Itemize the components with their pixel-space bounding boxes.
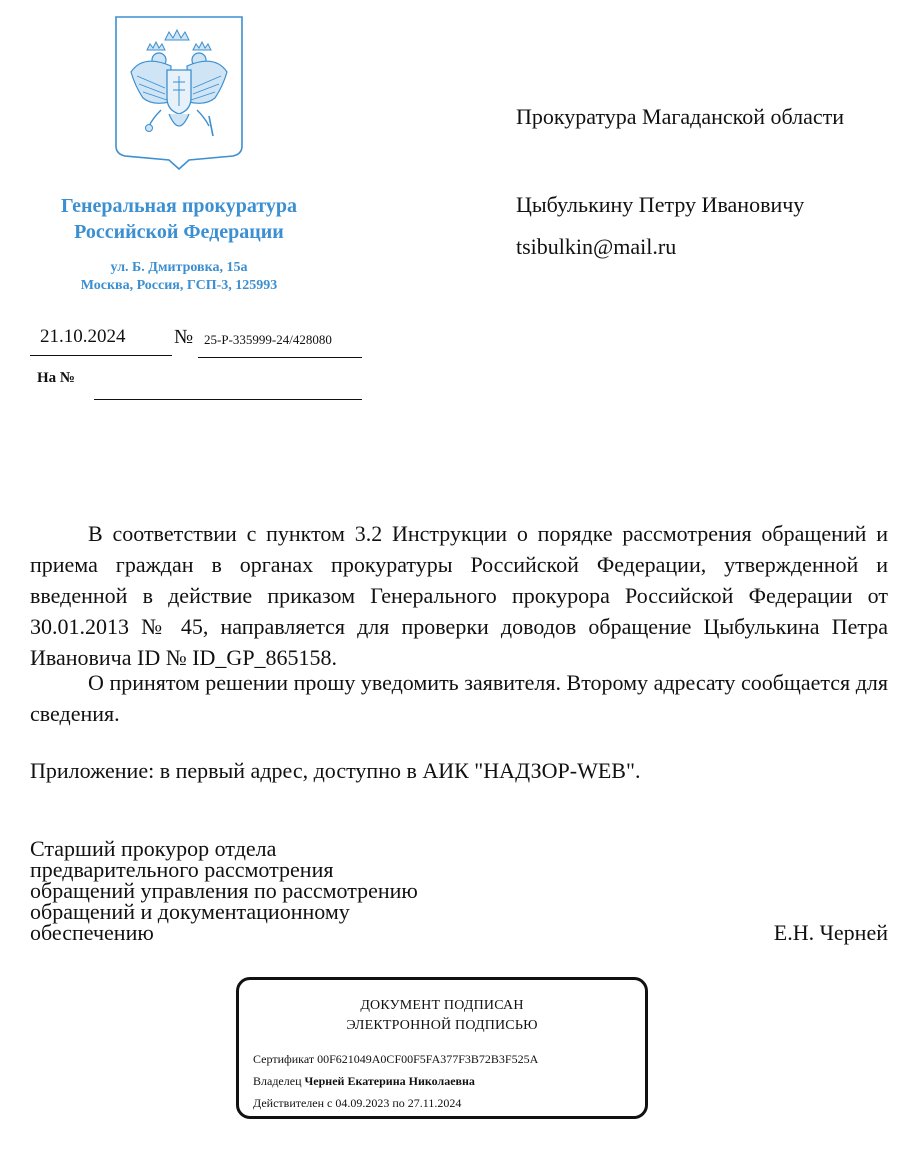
recipient-office: Прокуратура Магаданской области: [516, 104, 845, 129]
signer-name: Е.Н. Черней: [773, 920, 888, 945]
org-name-line2: Российской Федерации: [74, 221, 284, 243]
stamp-certificate-label: Сертификат: [253, 1052, 315, 1066]
stamp-validity: [253, 1096, 461, 1111]
recipient-email: tsibulkin@mail.ru: [516, 234, 677, 259]
org-address-line1: ул. Б. Дмитровка, 15а: [110, 260, 248, 275]
stamp-valid-to-label: по: [392, 1096, 405, 1110]
document-date: 21.10.2024: [30, 326, 172, 356]
org-name: [20, 193, 338, 245]
coat-of-arms-icon: [113, 14, 245, 170]
reply-to-field: [94, 380, 362, 400]
stamp-header-line2: ЭЛЕКТРОННОЙ ПОДПИСЬЮ: [346, 1018, 538, 1033]
org-address-line2: Москва, Россия, ГСП-3, 125993: [80, 278, 278, 293]
number-sign: №: [174, 326, 194, 348]
org-name-line1: Генеральная прокуратура: [60, 195, 298, 217]
reply-to-label: На №: [37, 370, 75, 386]
body-paragraph-1: В соответствии с пунктом 3.2 Инструкции о порядке рассмотрения обращений и приема граждан в органах прокуратуры Российской Федерации, утвержденной и введенной в действие приказом Генерального прокурора Российской Федерации от 30.01.2013 № 45, направляется для проверки доводов обращение Цыбулькина Петра Ивановича ID № ID_GP_865158.: [30, 521, 888, 670]
signer-position-line3: обращений управления по рассмотрению: [30, 878, 418, 903]
stamp-owner: [253, 1074, 475, 1089]
attachment-note: Приложение: в первый адрес, доступно в АИК "НАДЗОР-WEB".: [30, 758, 641, 783]
stamp-certificate: [253, 1052, 538, 1067]
recipient-person: Цыбулькину Петру Ивановичу: [516, 192, 805, 217]
body-paragraph-2: О принятом решении прошу уведомить заявителя. Второму адресату сообщается для сведения.: [30, 670, 888, 726]
stamp-valid-from: 04.09.2023: [335, 1096, 390, 1110]
stamp-valid-label: Действителен с: [253, 1096, 333, 1110]
signer-position-line2: предварительного рассмотрения: [30, 857, 334, 882]
signer-position-line4: обращений и документационному: [30, 899, 350, 924]
signer-position: [30, 838, 550, 943]
signer-position-line5: обеспечению: [30, 920, 154, 945]
stamp-owner-label: Владелец: [253, 1074, 302, 1088]
electronic-signature-stamp: [236, 977, 648, 1119]
stamp-owner-value: Черней Екатерина Николаевна: [304, 1074, 475, 1088]
stamp-header-line1: ДОКУМЕНТ ПОДПИСАН: [360, 998, 524, 1013]
stamp-valid-to: 27.11.2024: [407, 1096, 462, 1110]
document-number: 25-Р-335999-24/428080: [198, 332, 362, 358]
signer-position-line1: Старший прокурор отдела: [30, 836, 277, 861]
stamp-certificate-value: 00F621049A0CF00F5FA377F3B72B3F525A: [317, 1052, 539, 1066]
org-address: [20, 259, 338, 295]
